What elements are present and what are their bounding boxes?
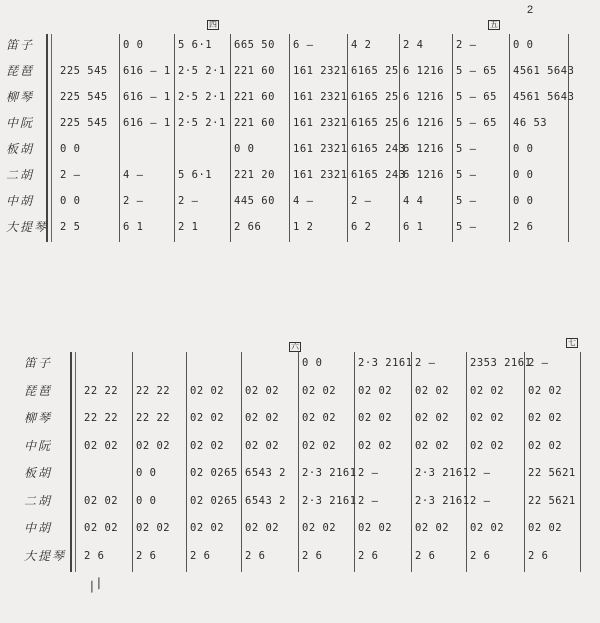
measure-notes: 02 0265	[190, 467, 238, 479]
measure-notes: 2353 2161	[470, 357, 532, 369]
instrument-label: 柳琴	[24, 411, 53, 425]
measure-notes: 5 — 65	[456, 117, 497, 129]
measure-notes: 161 2321	[293, 91, 348, 103]
measure-notes: 02 02	[528, 522, 563, 534]
measure-notes: 2·3 2161	[415, 494, 470, 507]
instrument-label: 琵琶	[24, 383, 53, 398]
instrument-label: 笛子	[24, 356, 53, 370]
measure-notes: 0 0	[136, 494, 157, 507]
measure-notes: 2 —	[470, 467, 491, 479]
measure-notes: 2·5 2·1	[178, 117, 226, 129]
measure-notes: 2·5 2·1	[178, 65, 226, 77]
measure-notes: 22 5621	[528, 494, 576, 507]
measure-notes: 2 6	[302, 549, 323, 562]
measure-notes: 02 02	[302, 522, 337, 534]
instrument-label: 琵琶	[6, 64, 35, 78]
measure-notes: 0 0	[136, 467, 157, 479]
staff-row	[6, 88, 600, 106]
measure-notes: 0 0	[513, 195, 534, 207]
score-system	[24, 352, 600, 574]
measure-notes: 2 66	[234, 221, 262, 233]
staff-row	[6, 62, 600, 80]
measure-notes: 6165 243	[351, 143, 406, 155]
measure-notes	[84, 464, 130, 482]
measure-notes: 4 4	[403, 195, 424, 207]
measure-notes: 6 1	[123, 221, 144, 233]
measure-notes: 4561 5643	[513, 91, 575, 103]
staff-row	[24, 492, 600, 510]
measure-notes: 02 02	[84, 522, 119, 534]
measure-notes: 445 60	[234, 195, 275, 207]
measure-notes: 221 60	[234, 117, 275, 129]
measure-notes: 2 5	[60, 221, 81, 233]
staff-row	[24, 437, 600, 455]
measure-notes: 02 02	[302, 384, 337, 397]
staff-row	[6, 114, 600, 132]
staff-row	[24, 354, 600, 372]
measure-notes: 02 0265	[190, 494, 238, 507]
staff-row	[24, 382, 600, 400]
measure-notes: 2 6	[245, 549, 266, 562]
staff-row	[24, 547, 600, 565]
measure-notes: 0 0	[302, 357, 323, 369]
measure-notes: 2 6	[513, 221, 534, 233]
measure-notes: 22 5621	[528, 467, 576, 479]
measure-notes: 02 02	[358, 522, 393, 534]
end-mark: //	[85, 575, 107, 596]
measure-notes: 5 —	[456, 143, 477, 155]
instrument-label: 中阮	[6, 116, 35, 130]
measure-notes: 02 02	[358, 412, 393, 424]
measure-notes: 6 1216	[403, 143, 444, 155]
measure-notes: 5 — 65	[456, 91, 497, 103]
measure-notes: 225 545	[60, 91, 108, 103]
measure-notes: 2 —	[178, 195, 199, 207]
measure-notes: 6165 25	[351, 91, 399, 103]
measure-notes: 02 02	[245, 439, 280, 452]
measure-notes: 6165 243	[351, 169, 406, 181]
measure-notes: 2·3 2161	[302, 467, 357, 479]
measure-notes: 02 02	[470, 384, 505, 397]
measure-notes: 616 — 1	[123, 117, 171, 129]
measure-notes: 665 50	[234, 39, 275, 51]
measure-notes: 6165 25	[351, 117, 399, 129]
measure-notes: 02 02	[245, 384, 280, 397]
measure-notes: 0 0	[234, 143, 255, 155]
measure-notes	[60, 36, 117, 54]
measure-notes: 2 6	[136, 549, 157, 562]
measure-notes: 2 —	[456, 39, 477, 51]
measure-notes: 22 22	[84, 384, 119, 397]
measure-notes: 4 —	[293, 195, 314, 207]
measure-notes: 02 02	[358, 384, 393, 397]
measure-notes: 6543 2	[245, 494, 286, 507]
instrument-label: 大提琴	[6, 220, 49, 234]
measure-notes: 02 02	[190, 412, 225, 424]
measure-notes: 2·5 2·1	[178, 91, 226, 103]
measure-notes: 6 1216	[403, 91, 444, 103]
measure-notes: 02 02	[528, 384, 563, 397]
measure-notes: 22 22	[84, 412, 119, 424]
measure-notes: 221 20	[234, 169, 275, 181]
measure-notes: 02 02	[302, 439, 337, 452]
measure-notes: 5 — 65	[456, 65, 497, 77]
rehearsal-mark: 六	[291, 342, 299, 351]
staff-row	[6, 140, 600, 158]
measure-notes: 02 02	[190, 522, 225, 534]
measure-notes: 161 2321	[293, 117, 348, 129]
measure-notes: 616 — 1	[123, 91, 171, 103]
measure-notes: 02 02	[415, 384, 450, 397]
measure-notes: 4 —	[123, 169, 144, 181]
measure-notes: 5 6·1	[178, 169, 213, 181]
measure-notes: 02 02	[245, 412, 280, 424]
rehearsal-mark: 四	[209, 20, 217, 29]
page-number: 2	[527, 4, 534, 16]
measure-notes: 616 — 1	[123, 65, 171, 77]
measure-notes: 2 —	[351, 195, 372, 207]
instrument-label: 笛子	[6, 38, 35, 52]
staff-row	[24, 464, 600, 482]
instrument-label: 二胡	[24, 493, 53, 508]
measure-notes: 6 —	[293, 39, 314, 51]
measure-notes: 02 02	[84, 439, 119, 452]
measure-notes: 02 02	[245, 522, 280, 534]
instrument-label: 二胡	[6, 168, 35, 182]
instrument-label: 中阮	[24, 438, 53, 453]
measure-notes	[245, 354, 296, 372]
measure-notes: 2 4	[403, 39, 424, 51]
measure-notes: 0 0	[60, 143, 81, 155]
measure-notes: 2·3 2161	[415, 467, 470, 479]
measure-notes: 02 02	[358, 439, 393, 452]
measure-notes: 02 02	[136, 522, 171, 534]
instrument-label: 中胡	[24, 521, 53, 535]
measure-notes	[178, 140, 228, 158]
measure-notes: 2·3 2161	[302, 494, 357, 507]
measure-notes: 161 2321	[293, 169, 348, 181]
measure-notes: 4 2	[351, 39, 372, 51]
instrument-label: 大提琴	[24, 548, 67, 563]
measure-notes: 6165 25	[351, 65, 399, 77]
instrument-label: 中胡	[6, 194, 35, 208]
measure-notes: 6 1	[403, 221, 424, 233]
measure-notes: 221 60	[234, 91, 275, 103]
measure-notes: 6 2	[351, 221, 372, 233]
measure-notes: 22 22	[136, 384, 171, 397]
measure-notes: 2 6	[358, 549, 379, 562]
staff-row	[24, 519, 600, 537]
measure-notes: 46 53	[513, 117, 548, 129]
measure-notes: 225 545	[60, 65, 108, 77]
measure-notes: 0 0	[60, 195, 81, 207]
measure-notes: 02 02	[84, 494, 119, 507]
measure-notes: 5 —	[456, 221, 477, 233]
measure-notes: 02 02	[470, 522, 505, 534]
measure-notes: 5 —	[456, 195, 477, 207]
measure-notes: 161 2321	[293, 143, 348, 155]
measure-notes	[84, 354, 130, 372]
measure-notes: 02 02	[415, 522, 450, 534]
staff-row	[6, 36, 600, 54]
measure-notes: 221 60	[234, 65, 275, 77]
measure-notes: 2 6	[84, 549, 105, 562]
measure-notes: 6 1216	[403, 117, 444, 129]
measure-notes: 2 6	[415, 549, 436, 562]
staff-row	[24, 409, 600, 427]
instrument-label: 柳琴	[6, 90, 35, 104]
measure-notes: 02 02	[470, 439, 505, 452]
measure-notes: 5 —	[456, 169, 477, 181]
measure-notes: 5 6·1	[178, 39, 213, 51]
measure-notes: 0 0	[513, 39, 534, 51]
rehearsal-mark: 七	[568, 338, 576, 347]
measure-notes: 1 2	[293, 221, 314, 233]
measure-notes: 2 —	[470, 494, 491, 507]
measure-notes: 2 6	[190, 549, 211, 562]
measure-notes: 2 —	[123, 195, 144, 207]
measure-notes: 2 —	[358, 467, 379, 479]
measure-notes: 22 22	[136, 412, 171, 424]
measure-notes: 02 02	[528, 439, 563, 452]
measure-notes: 225 545	[60, 117, 108, 129]
measure-notes: 0 0	[513, 169, 534, 181]
measure-notes: 2 —	[60, 169, 81, 181]
measure-notes: 02 02	[136, 439, 171, 452]
measure-notes: 6 1216	[403, 65, 444, 77]
measure-notes: 02 02	[190, 384, 225, 397]
measure-notes: 2 6	[528, 549, 549, 562]
rehearsal-mark: 五	[490, 20, 498, 29]
measure-notes: 2 6	[470, 549, 491, 562]
staff-row	[6, 218, 600, 236]
instrument-label: 板胡	[6, 142, 35, 156]
measure-notes: 2 —	[358, 494, 379, 507]
measure-notes: 2 1	[178, 221, 199, 233]
score-system	[6, 34, 600, 242]
measure-notes: 02 02	[302, 412, 337, 424]
measure-notes: 2 —	[415, 357, 436, 369]
measure-notes: 6543 2	[245, 467, 286, 479]
measure-notes: 02 02	[415, 412, 450, 424]
measure-notes: 6 1216	[403, 169, 444, 181]
measure-notes: 4561 5643	[513, 65, 575, 77]
measure-notes: 02 02	[528, 412, 563, 424]
measure-notes	[190, 354, 239, 372]
measure-notes: 0 0	[123, 39, 144, 51]
measure-notes: 2 —	[528, 357, 549, 369]
staff-row	[6, 166, 600, 184]
measure-notes: 02 02	[470, 412, 505, 424]
measure-notes: 02 02	[415, 439, 450, 452]
staff-row	[6, 192, 600, 210]
instrument-label: 板胡	[24, 466, 53, 480]
measure-notes: 161 2321	[293, 65, 348, 77]
measure-notes	[136, 354, 184, 372]
measure-notes: 2·3 2161	[358, 357, 413, 369]
measure-notes	[123, 140, 172, 158]
measure-notes: 0 0	[513, 143, 534, 155]
measure-notes: 02 02	[190, 439, 225, 452]
